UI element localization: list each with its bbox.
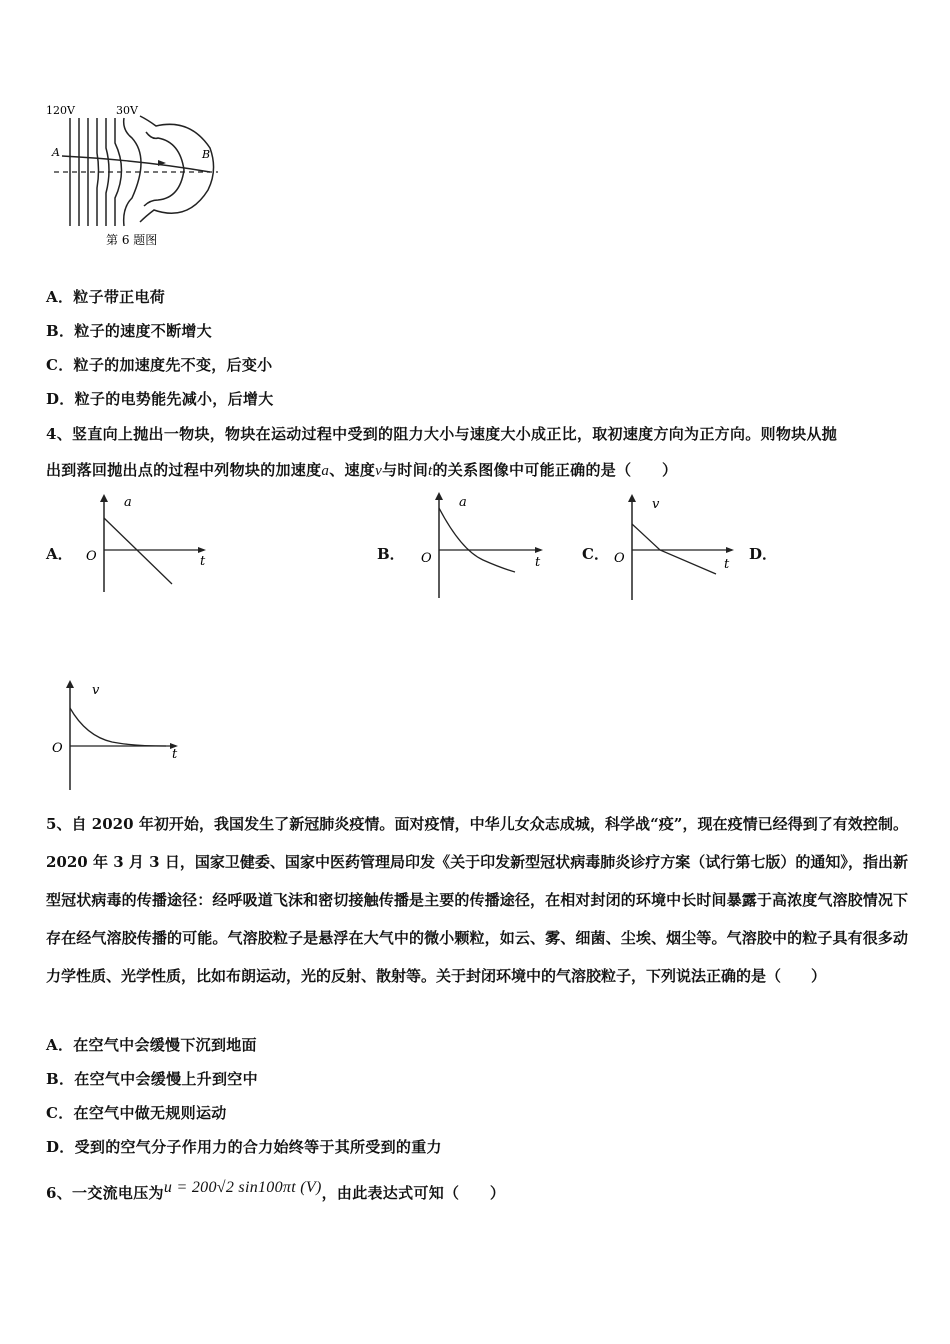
- graph-c-x-label: t: [724, 557, 730, 572]
- graph-d-y-label: v: [92, 683, 100, 698]
- graph-b-origin: O: [421, 551, 432, 566]
- graph-b: [413, 490, 553, 605]
- q5-option-d: D．受到的空气分子作用力的合力始终等于其所受到的重力: [46, 1138, 442, 1156]
- graph-c-curve: [632, 524, 716, 574]
- voltage-label-120v: 120V: [46, 104, 75, 117]
- q4-option-c-label: C．: [582, 545, 609, 563]
- graph-a-y-label: a: [124, 495, 132, 510]
- q4-stem-line1: 4、竖直向上抛出一物块，物块在运动过程中受到的阻力大小与速度大小成正比，取初速度方向为正方向。则物块从抛: [46, 425, 838, 443]
- graph-c: [606, 492, 746, 602]
- q6-stem: [46, 1179, 506, 1203]
- graph-a: [80, 492, 220, 597]
- graph-d-origin: O: [52, 741, 63, 756]
- graph-a-curve: [104, 518, 172, 584]
- point-a-label: A: [52, 146, 60, 159]
- q6-stem-post: ，由此表达式可知（ ）: [321, 1184, 506, 1202]
- q6-formula: u = 200√2 sin100πt (V): [163, 1179, 322, 1196]
- voltage-label-30v: 30V: [116, 104, 138, 117]
- figure-caption: 第 6 题图: [106, 233, 158, 247]
- graph-a-origin: O: [86, 549, 97, 564]
- point-b-label: B: [202, 148, 211, 161]
- graph-d: [46, 678, 196, 793]
- var-v: v: [375, 463, 383, 479]
- q4-sep2: 与时间: [382, 461, 428, 479]
- graph-a-x-label: t: [200, 554, 206, 569]
- field-figure: [40, 98, 240, 253]
- q6-stem-pre: 6、一交流电压为: [46, 1184, 164, 1202]
- graph-b-y-label: a: [459, 495, 467, 510]
- q5-stem: 5、自 2020 年初开始，我国发生了新冠肺炎疫情。面对疫情，中华儿女众志成城，科学战“疫”，现在疫情已经得到了有效控制。2020 年 3 月 3 日，国家卫健委、国家中医药管理局印发《关于印发新型冠状病毒肺炎诊疗方案（试行第七版）的通知》，指出新型冠状病毒的传播途径：经呼吸道飞沫和密切接触传播是主要的传播途径，在相对封闭的环境中长时间暴露于高浓度气溶胶情况下存在经气溶胶传播的可能。气溶胶粒子是悬浮在大气中的微小颗粒，如云、雾、细菌、尘埃、烟尘等。气溶胶中的粒子具有很多动力学性质、光学性质，比如布朗运动，光的反射、散射等。关于封闭环境中的气溶胶粒子，下列说法正确的是（ ）: [46, 815, 908, 985]
- q4-stem-line2: [46, 459, 677, 480]
- q4-stem-line2-post: 的关系图像中可能正确的是（ ）: [432, 461, 678, 479]
- q5-option-a: A．在空气中会缓慢下沉到地面: [46, 1036, 257, 1054]
- graph-b-curve: [439, 508, 515, 572]
- q3-option-d: D．粒子的电势能先减小，后增大: [46, 390, 274, 408]
- var-t: t: [428, 463, 433, 479]
- var-a: a: [321, 463, 330, 479]
- q5-option-b: B．在空气中会缓慢上升到空中: [46, 1070, 258, 1088]
- graph-d-x-label: t: [172, 747, 178, 762]
- q4-option-b-label: B．: [377, 545, 405, 563]
- graph-d-curve: [70, 708, 166, 746]
- graph-c-y-label: v: [652, 497, 660, 512]
- q3-option-a: A．粒子带正电荷: [46, 288, 166, 306]
- graph-c-origin: O: [614, 551, 625, 566]
- q4-stem-line2-pre: 出到落回抛出点的过程中列物块的加速度: [46, 461, 322, 479]
- graph-b-x-label: t: [535, 555, 541, 570]
- q4-sep1: 、速度: [329, 461, 376, 479]
- q4-option-a-label: A．: [46, 545, 73, 563]
- q5-option-c: C．在空气中做无规则运动: [46, 1104, 227, 1122]
- q3-option-b: B．粒子的速度不断增大: [46, 322, 212, 340]
- q3-option-c: C．粒子的加速度先不变，后变小: [46, 356, 273, 374]
- q4-option-d-label: D．: [749, 545, 778, 563]
